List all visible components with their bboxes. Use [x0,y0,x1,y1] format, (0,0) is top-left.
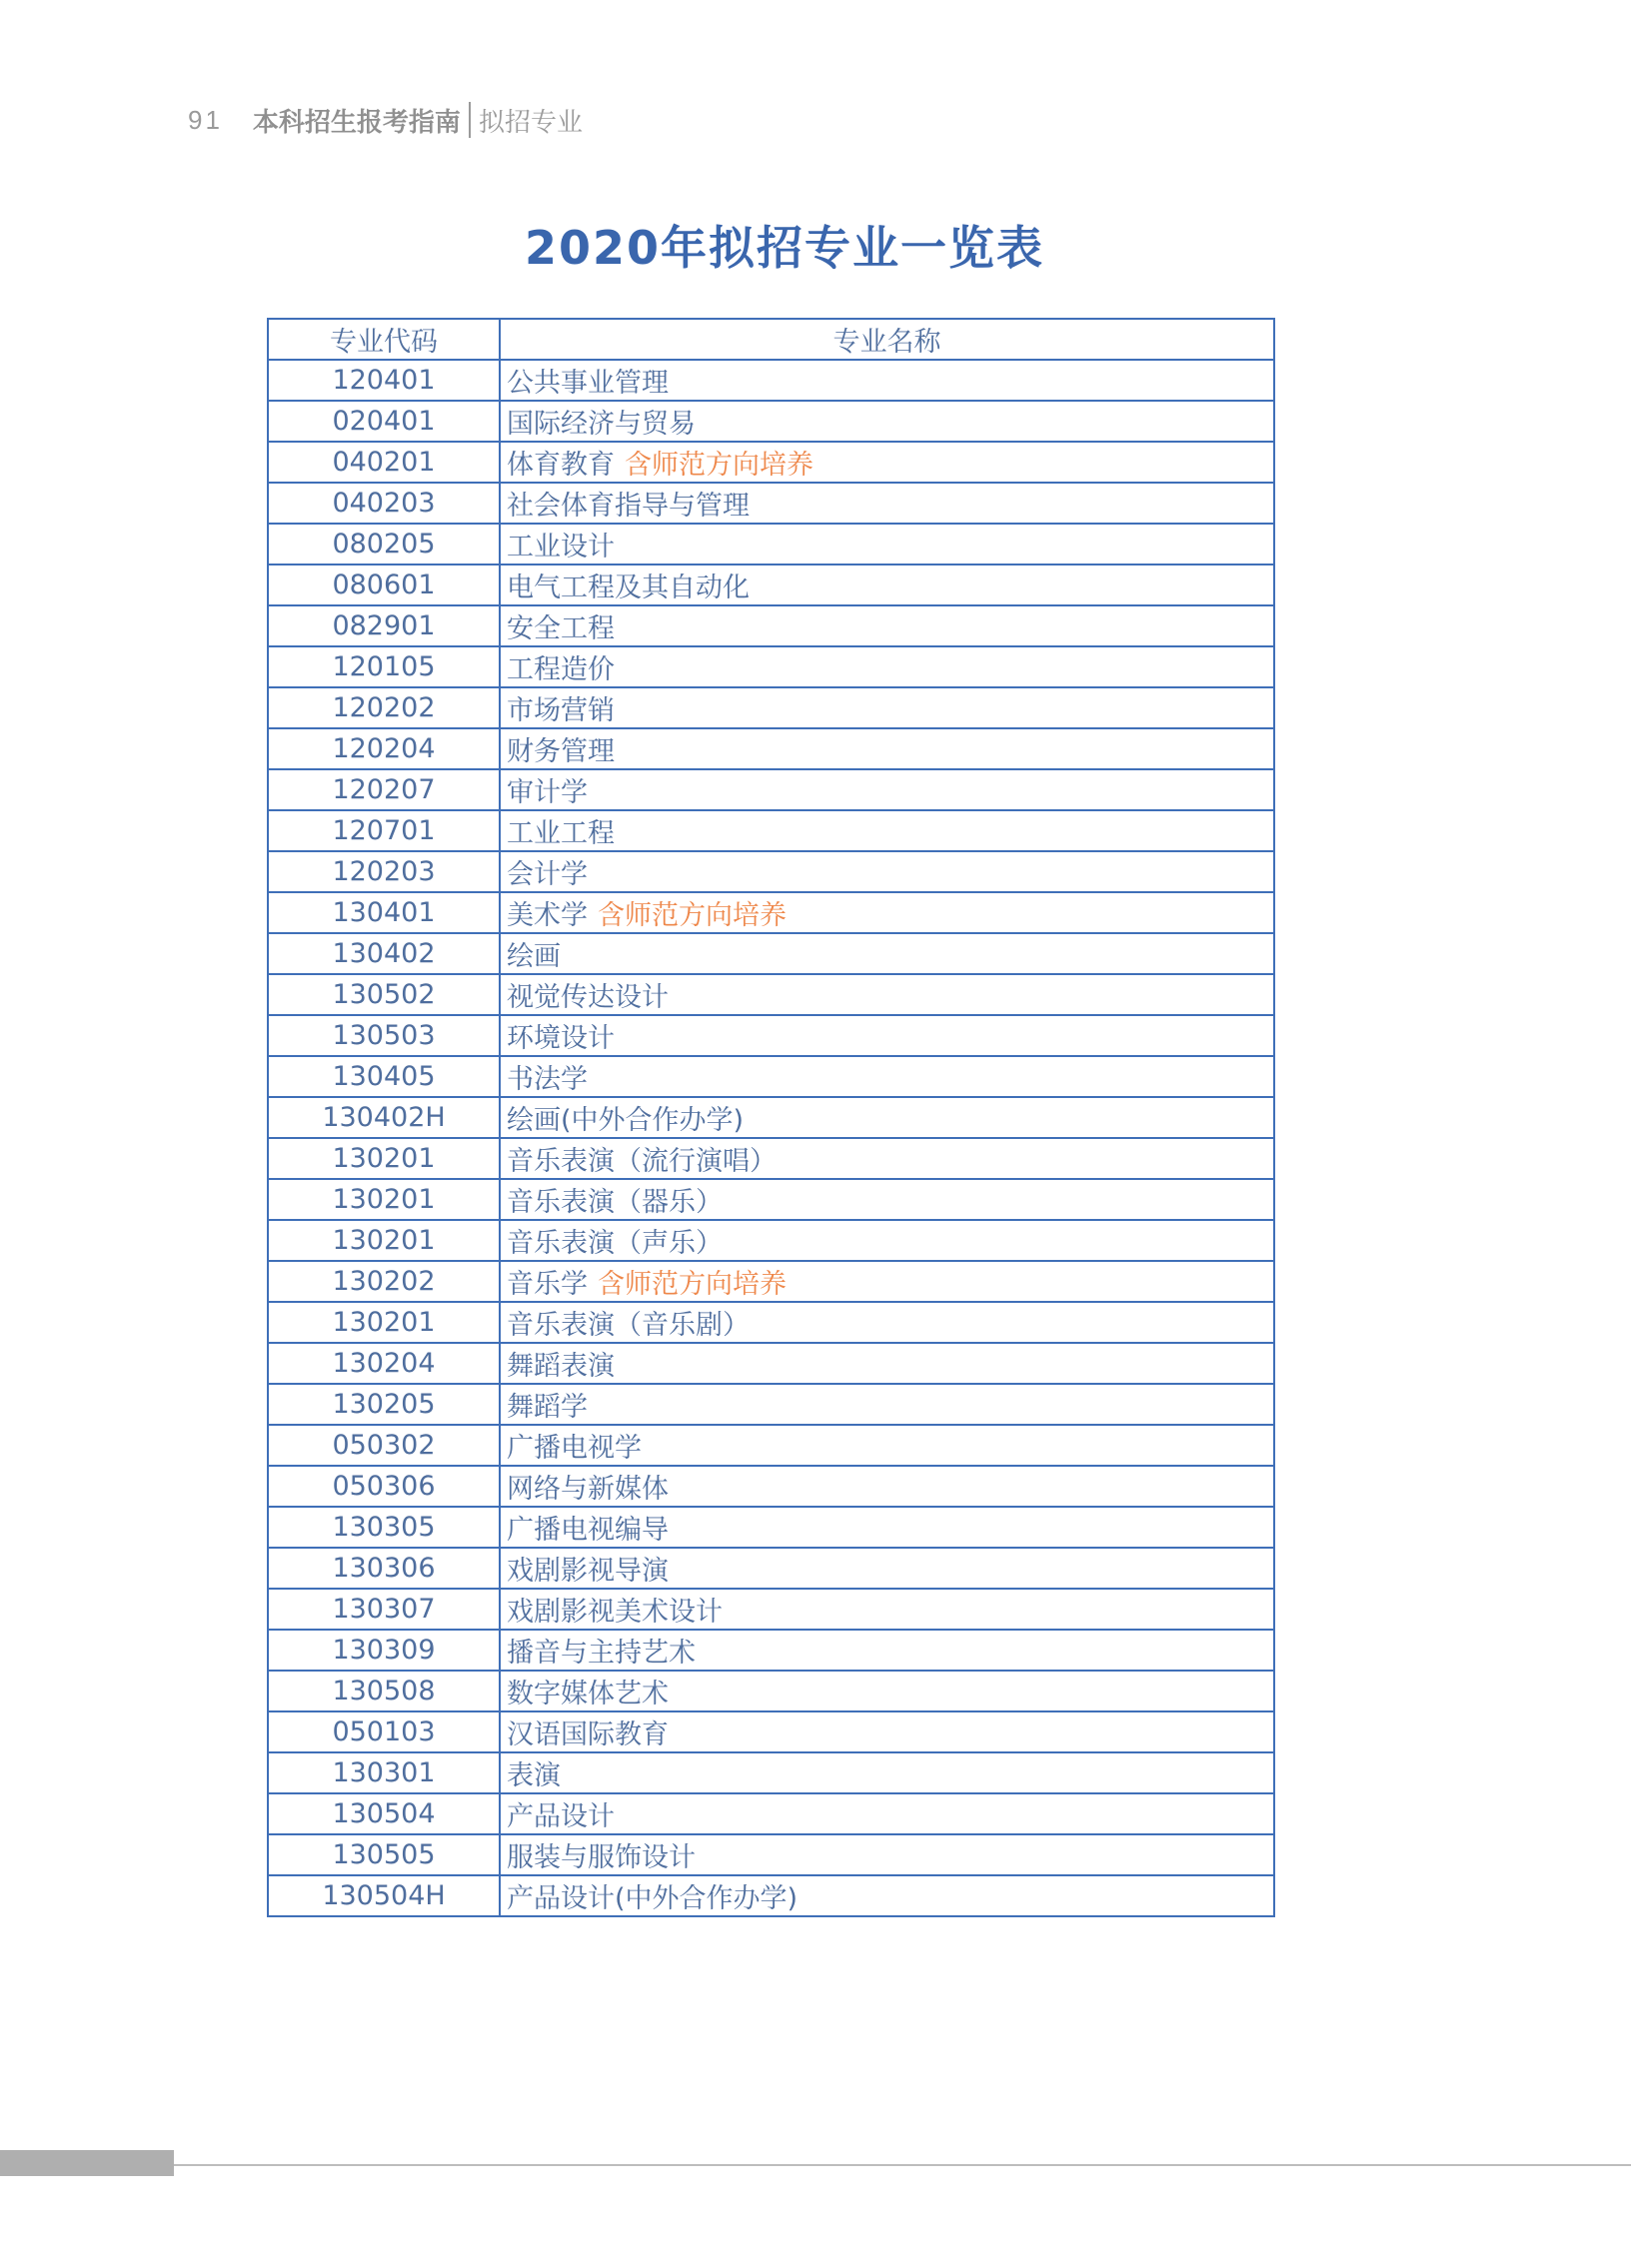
table-row [268,1384,1274,1425]
major-code: 130402H [268,1097,500,1138]
table-row [268,1015,1274,1056]
major-name-cell [500,933,1274,974]
major-code: 130504H [268,1875,500,1916]
major-name: 审计学 [507,777,588,808]
table-row [268,1711,1274,1752]
major-name: 舞蹈表演 [507,1351,615,1382]
table-row [268,687,1274,728]
table-row [268,1630,1274,1671]
table-row [268,1302,1274,1343]
header-divider [469,102,471,138]
major-code: 130204 [268,1343,500,1384]
table-row [268,933,1274,974]
major-code: 120207 [268,769,500,810]
major-name-cell [500,646,1274,687]
footer-block [0,2150,174,2176]
table-row [268,1548,1274,1589]
major-name: 舞蹈学 [507,1392,588,1423]
major-name: 国际经济与贸易 [507,409,696,440]
major-name: 产品设计(中外合作办学) [507,1883,799,1914]
major-name-cell [500,605,1274,646]
major-name-cell [500,1261,1274,1302]
table-row [268,1056,1274,1097]
major-name-cell [500,1548,1274,1589]
major-name-cell [500,360,1274,401]
table-row [268,892,1274,933]
majors-table [267,318,1275,1917]
major-name: 视觉传达设计 [507,982,669,1013]
table-row [268,360,1274,401]
major-name-cell [500,401,1274,442]
major-code: 120701 [268,810,500,851]
major-name: 社会体育指导与管理 [507,491,750,522]
normal-track-note: 含师范方向培养 [598,1269,787,1300]
major-code: 082901 [268,605,500,646]
major-name: 音乐学 [507,1269,588,1300]
major-code: 130202 [268,1261,500,1302]
major-code: 130508 [268,1671,500,1711]
major-code: 130402 [268,933,500,974]
major-name: 播音与主持艺术 [507,1638,696,1669]
normal-track-note: 含师范方向培养 [625,450,814,481]
major-code: 130502 [268,974,500,1015]
major-code: 120401 [268,360,500,401]
table-row [268,483,1274,524]
major-name-cell [500,1302,1274,1343]
major-name: 表演 [507,1760,561,1791]
major-name: 工程造价 [507,654,615,685]
major-name: 数字媒体艺术 [507,1679,669,1709]
major-code: 130306 [268,1548,500,1589]
major-code: 050103 [268,1711,500,1752]
table-row [268,1261,1274,1302]
major-name: 会计学 [507,859,588,890]
major-name-cell [500,1179,1274,1220]
footer-divider [174,2164,1631,2166]
table-row [268,1507,1274,1548]
major-name-cell [500,974,1274,1015]
table-row [268,1220,1274,1261]
major-name-cell [500,442,1274,483]
major-name: 戏剧影视美术设计 [507,1597,723,1628]
major-name-cell [500,687,1274,728]
major-name: 书法学 [507,1064,588,1095]
major-name-cell [500,1343,1274,1384]
major-name: 绘画 [507,941,561,972]
major-name-cell [500,851,1274,892]
column-header-code: 专业代码 [268,319,500,360]
table-row [268,810,1274,851]
table-row [268,565,1274,605]
table-row [268,646,1274,687]
major-name-cell [500,1466,1274,1507]
major-code: 130201 [268,1179,500,1220]
major-code: 130504 [268,1793,500,1834]
table-header-row [268,319,1274,360]
major-name-cell [500,483,1274,524]
major-code: 130305 [268,1507,500,1548]
major-code: 130309 [268,1630,500,1671]
major-name-cell [500,1671,1274,1711]
major-name-cell [500,1056,1274,1097]
major-name: 财务管理 [507,736,615,767]
book-title: 本科招生报考指南 [252,107,461,138]
major-code: 120204 [268,728,500,769]
major-code: 050302 [268,1425,500,1466]
major-name-cell [500,1793,1274,1834]
major-name-cell [500,892,1274,933]
major-code: 130201 [268,1302,500,1343]
major-name-cell [500,1097,1274,1138]
table-row [268,1179,1274,1220]
major-name-cell [500,1834,1274,1875]
running-header [188,100,583,140]
major-name: 网络与新媒体 [507,1474,669,1505]
page-title: 2020年拟招专业一览表 [524,221,1045,275]
table-row [268,1138,1274,1179]
table-row [268,1425,1274,1466]
major-code: 130201 [268,1138,500,1179]
table-row [268,1834,1274,1875]
table-row [268,605,1274,646]
major-name: 体育教育 [507,450,615,481]
major-name: 戏剧影视导演 [507,1556,669,1587]
major-name-cell [500,524,1274,565]
major-name: 美术学 [507,900,588,931]
table-row [268,442,1274,483]
major-name-cell [500,1630,1274,1671]
major-name-cell [500,1875,1274,1916]
major-name: 安全工程 [507,613,615,644]
major-name: 音乐表演（流行演唱） [507,1146,777,1177]
major-name-cell [500,1507,1274,1548]
major-code: 120202 [268,687,500,728]
major-code: 130405 [268,1056,500,1097]
major-code: 130503 [268,1015,500,1056]
major-name-cell [500,1589,1274,1630]
major-name-cell [500,1711,1274,1752]
table-row [268,1097,1274,1138]
major-code: 050306 [268,1466,500,1507]
major-name-cell [500,1015,1274,1056]
major-name: 广播电视学 [507,1433,642,1464]
major-name: 音乐表演（声乐） [507,1228,723,1259]
major-name-cell [500,1384,1274,1425]
major-code: 130301 [268,1752,500,1793]
major-name-cell [500,1425,1274,1466]
major-code: 120203 [268,851,500,892]
page-number: 91 [188,104,223,135]
major-name: 市场营销 [507,695,615,726]
major-code: 130307 [268,1589,500,1630]
major-name-cell [500,810,1274,851]
major-code: 130205 [268,1384,500,1425]
major-name: 工业设计 [507,532,615,563]
column-header-name: 专业名称 [500,319,1274,360]
table-row [268,851,1274,892]
table-row [268,1466,1274,1507]
major-name: 广播电视编导 [507,1515,669,1546]
major-code: 120105 [268,646,500,687]
table-row [268,1875,1274,1916]
major-code: 080601 [268,565,500,605]
table-row [268,1343,1274,1384]
major-name-cell [500,565,1274,605]
major-code: 080205 [268,524,500,565]
table-row [268,1671,1274,1711]
major-name-cell [500,1752,1274,1793]
table-row [268,401,1274,442]
table-row [268,974,1274,1015]
table-row [268,524,1274,565]
major-name: 工业工程 [507,818,615,849]
major-code: 040201 [268,442,500,483]
major-name: 服装与服饰设计 [507,1842,696,1873]
major-name: 音乐表演（器乐） [507,1187,723,1218]
major-name: 公共事业管理 [507,368,669,399]
major-name: 环境设计 [507,1023,615,1054]
table-row [268,1589,1274,1630]
major-name-cell [500,1220,1274,1261]
major-name: 绘画(中外合作办学) [507,1105,745,1136]
table-row [268,1752,1274,1793]
major-name-cell [500,1138,1274,1179]
normal-track-note: 含师范方向培养 [598,900,787,931]
table-row [268,728,1274,769]
major-name-cell [500,769,1274,810]
major-code: 130505 [268,1834,500,1875]
major-code: 130401 [268,892,500,933]
table-row [268,1793,1274,1834]
major-name: 电气工程及其自动化 [507,572,750,603]
major-name-cell [500,728,1274,769]
major-code: 130201 [268,1220,500,1261]
major-code: 040203 [268,483,500,524]
major-name: 产品设计 [507,1801,615,1832]
major-name: 汉语国际教育 [507,1719,669,1750]
table-row [268,769,1274,810]
major-code: 020401 [268,401,500,442]
major-name: 音乐表演（音乐剧） [507,1310,750,1341]
section-title: 拟招专业 [478,107,583,138]
